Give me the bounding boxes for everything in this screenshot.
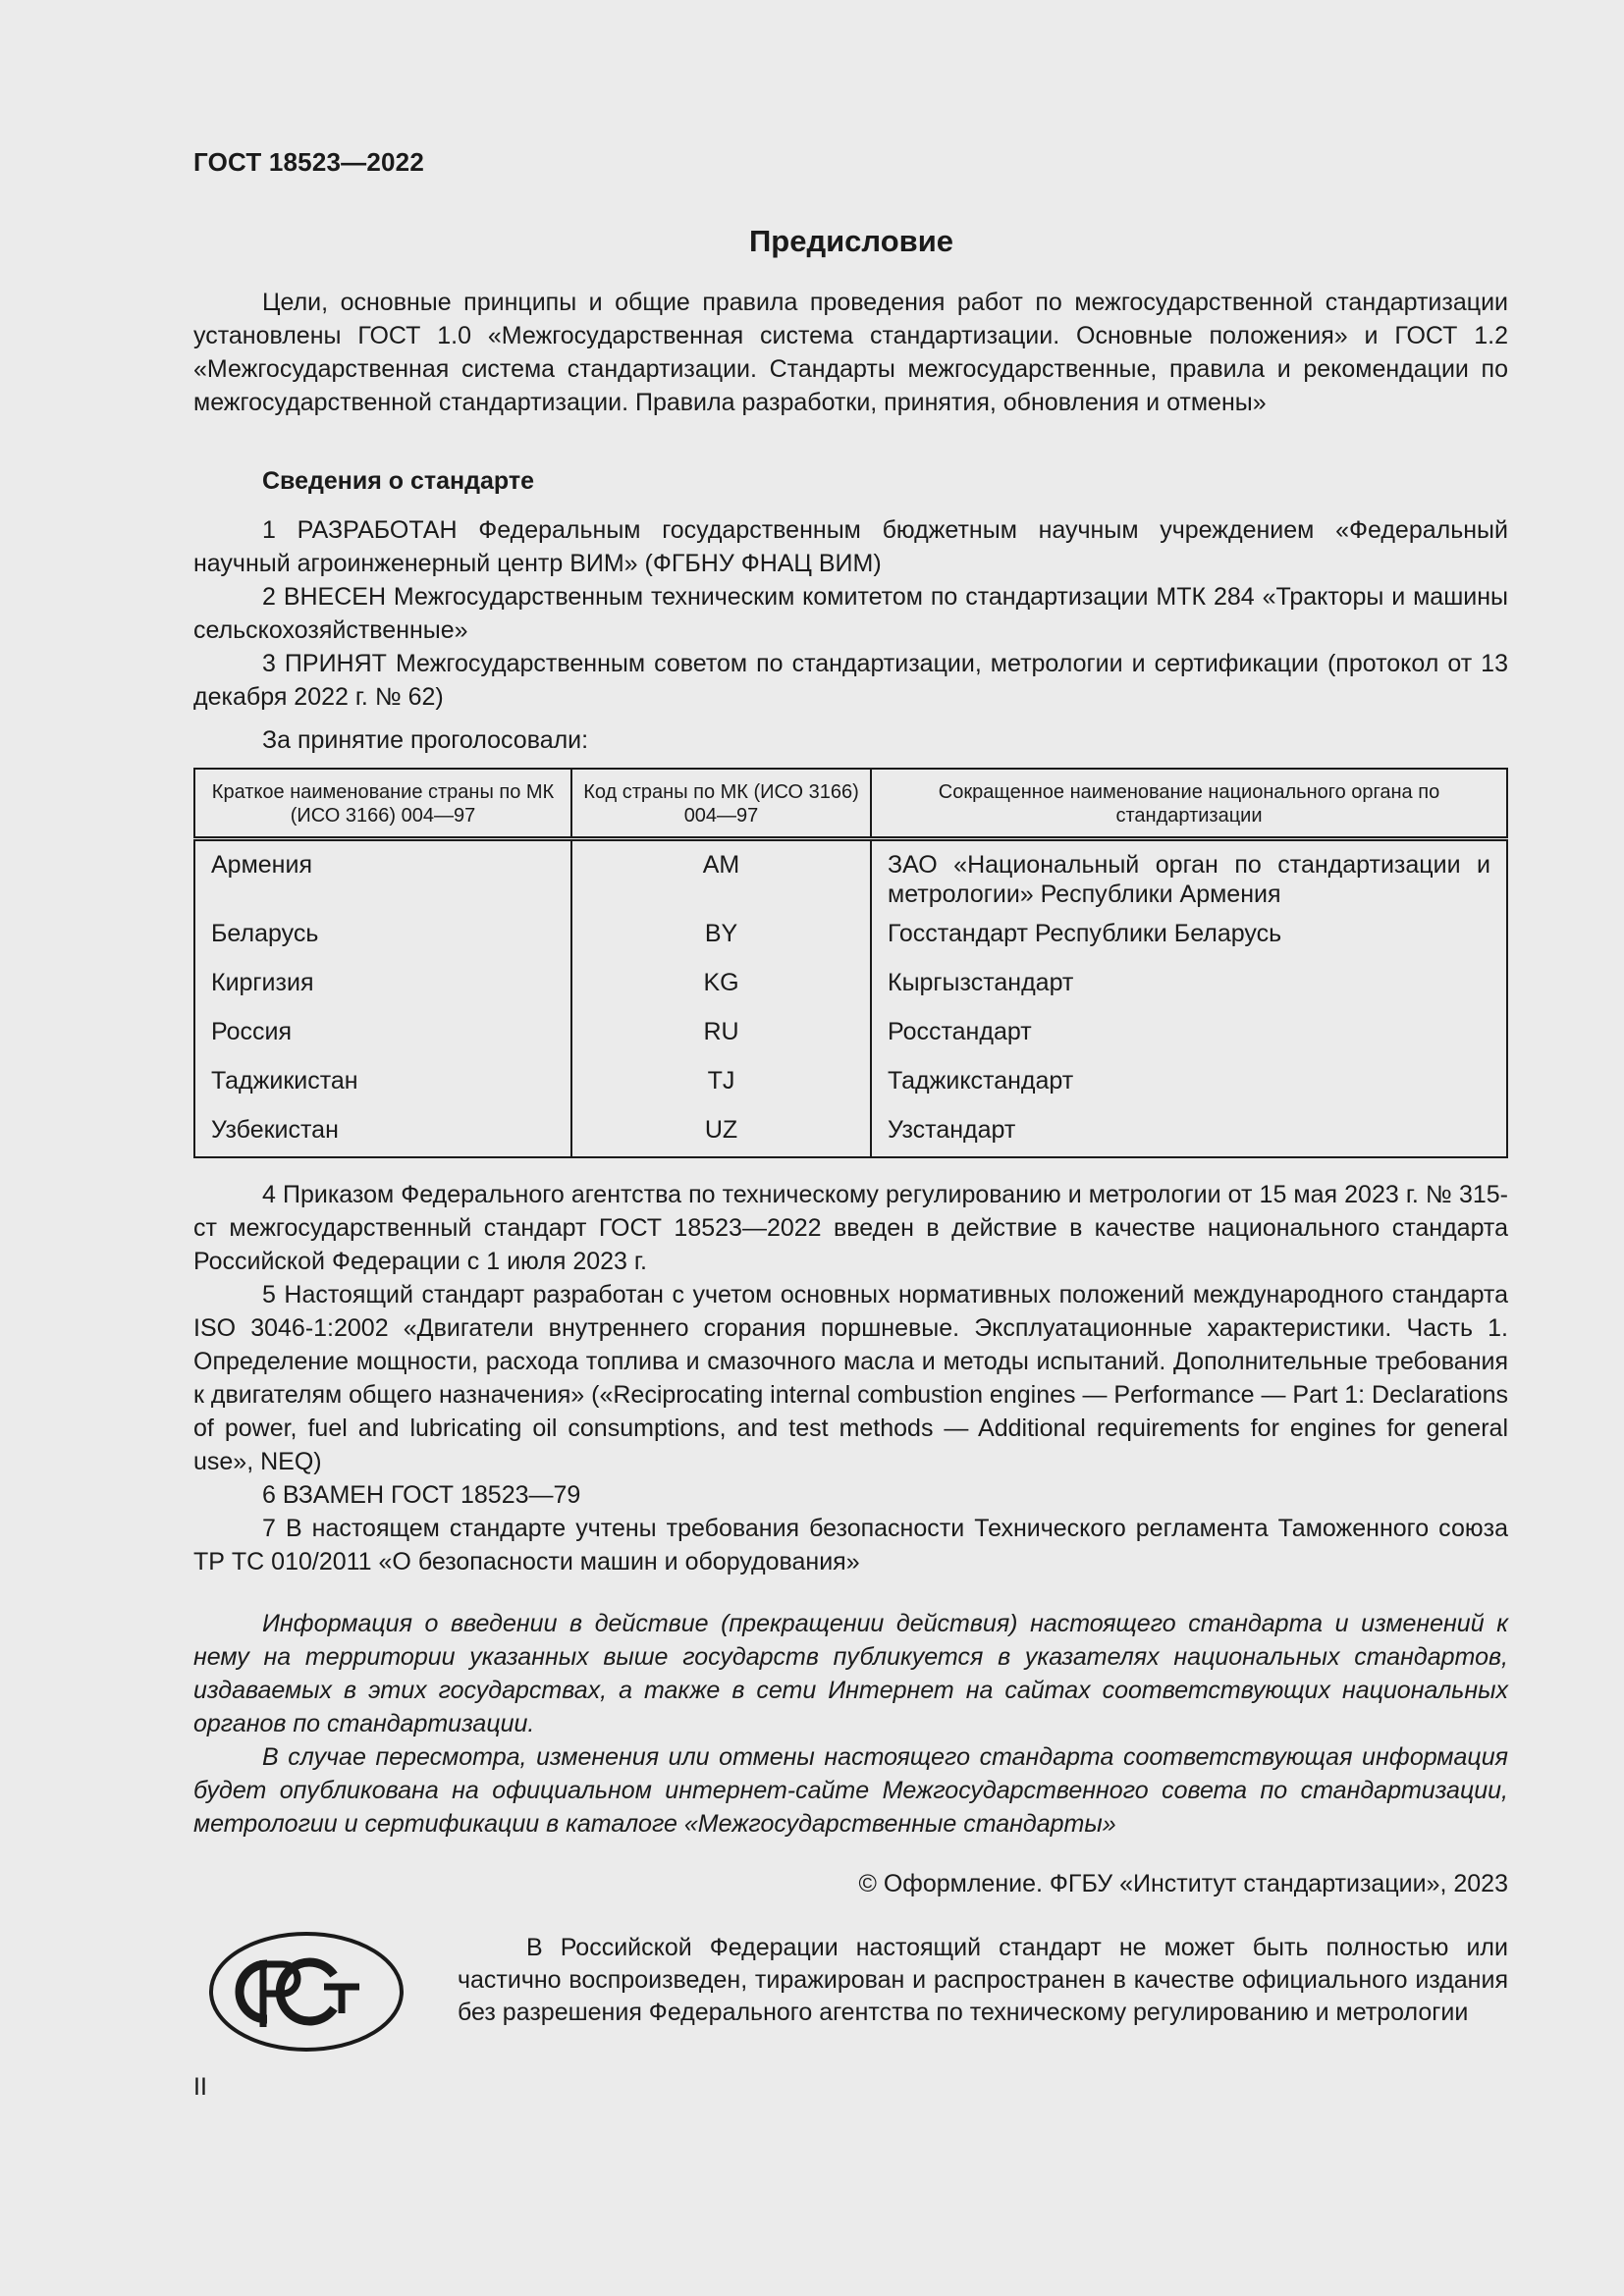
info-item-4: 4 Приказом Федерального агентства по техническому регулированию и метрологии от 15 мая 2023 г. № 315-ст межгосударственный стандарт ГОСТ 18523—2022 введен в действие в качестве национального стандарта Российской Федерации с 1 июля 2023 г.: [193, 1181, 1508, 1275]
page-number: II: [193, 2073, 207, 2101]
intro-section: [193, 286, 1508, 419]
intro-paragraph: Цели, основные принципы и общие правила проведения работ по межгосударственной стандартизации установлены ГОСТ 1.0 «Межгосударственная система стандартизации. Основные положения» и ГОСТ 1.2 «Межгосударственная система стандартизации. Стандарты межгосударственные, правила и рекомендации по межгосударственной стандартизации. Правила разработки, принятия, обновления и отмены»: [193, 289, 1508, 416]
info-item-5: 5 Настоящий стандарт разработан с учетом основных нормативных положений международного стандарта ISO 3046-1:2002 «Двигатели внутреннего сгорания поршневые. Эксплуатационные характеристики. Часть 1. Определение мощности, расхода топлива и смазочного масла и методы испытаний. Дополнительные требования к двигателям общего назначения» («Reciprocating internal combustion engines — Performance — Part 1: Declarations of power, fuel and lubricating oil consumptions, and test methods — Additional requirements for engines for general use», NEQ): [193, 1281, 1508, 1475]
table-header-organization: Сокращенное наименование национального органа по стандартизации: [871, 769, 1507, 839]
table-row: [194, 968, 1507, 1017]
table-cell-organization: Кыргызстандарт: [871, 968, 1507, 1017]
table-row: [194, 1017, 1507, 1066]
table-cell-code: RU: [571, 1017, 871, 1066]
table-cell-country: Армения: [194, 839, 571, 920]
table-header-country: Краткое наименование страны по МК (ИСО 3166) 004—97: [194, 769, 571, 839]
table-cell-code: AM: [571, 839, 871, 920]
copyright-line: © Оформление. ФГБУ «Институт стандартизации», 2023: [858, 1870, 1508, 1897]
table-cell-country: Киргизия: [194, 968, 571, 1017]
notice-paragraph: В Российской Федерации настоящий стандарт не может быть полностью или частично воспроизведен, тиражирован и распространен в качестве официального издания без разрешения Федерального агентства по техническому регулированию и метрологии: [458, 1934, 1508, 2026]
rst-certification-mark-icon: [208, 1931, 405, 2053]
table-cell-organization: Росстандарт: [871, 1017, 1507, 1066]
table-cell-organization: ЗАО «Национальный орган по стандартизации и метрологии» Республики Армения: [871, 839, 1507, 920]
standard-info-continued: [193, 1178, 1508, 1578]
info-item-2: 2 ВНЕСЕН Межгосударственным техническим комитетом по стандартизации МТК 284 «Тракторы и машины сельскохозяйственные»: [193, 583, 1508, 644]
table-row: [194, 839, 1507, 920]
info-heading: Сведения о стандарте: [262, 467, 535, 495]
table-cell-country: Узбекистан: [194, 1115, 571, 1157]
document-number-header: ГОСТ 18523—2022: [193, 147, 424, 177]
table-cell-code: KG: [571, 968, 871, 1017]
table-cell-organization: Узстандарт: [871, 1115, 1507, 1157]
voted-label: За принятие проголосовали:: [262, 726, 589, 754]
table-cell-code: BY: [571, 919, 871, 968]
voting-table: [193, 768, 1508, 1158]
info-item-1: 1 РАЗРАБОТАН Федеральным государственным бюджетным научным учреждением «Федеральный научный агроинженерный центр ВИМ» (ФГБНУ ФНАЦ ВИМ): [193, 516, 1508, 577]
reproduction-notice: [458, 1932, 1508, 2029]
table-header-code: Код страны по МК (ИСО 3166) 004—97: [571, 769, 871, 839]
table-cell-organization: Госстандарт Республики Беларусь: [871, 919, 1507, 968]
table-cell-country: Таджикистан: [194, 1066, 571, 1115]
table-cell-code: UZ: [571, 1115, 871, 1157]
info-item-3: 3 ПРИНЯТ Межгосударственным советом по стандартизации, метрологии и сертификации (протокол от 13 декабря 2022 г. № 62): [193, 650, 1508, 711]
info-item-7: 7 В настоящем стандарте учтены требования безопасности Технического регламента Таможенного союза ТР ТС 010/2011 «О безопасности машин и оборудования»: [193, 1515, 1508, 1575]
page-title: Предисловие: [748, 224, 953, 258]
table-cell-country: Россия: [194, 1017, 571, 1066]
table-row: [194, 1115, 1507, 1157]
table-cell-organization: Таджикстандарт: [871, 1066, 1507, 1115]
italic-notes-section: [193, 1607, 1508, 1841]
italic-note-2: В случае пересмотра, изменения или отмены настоящего стандарта соответствующая информация будет опубликована на официальном интернет-сайте Межгосударственного совета по стандартизации, метрологии и сертификации в каталоге «Межгосударственные стандарты»: [193, 1743, 1508, 1838]
table-cell-code: TJ: [571, 1066, 871, 1115]
standard-info-section: [193, 464, 1508, 757]
italic-note-1: Информация о введении в действие (прекращении действия) настоящего стандарта и изменений к нему на территории указанных выше государств публикуется в указателях национальных стандартов, издаваемых в этих государствах, а также в сети Интернет на сайтах соответствующих национальных органов по стандартизации.: [193, 1610, 1508, 1737]
info-item-6: 6 ВЗАМЕН ГОСТ 18523—79: [262, 1481, 581, 1509]
table-row: [194, 919, 1507, 968]
table-header-row: [194, 769, 1507, 839]
table-row: [194, 1066, 1507, 1115]
table-cell-country: Беларусь: [194, 919, 571, 968]
